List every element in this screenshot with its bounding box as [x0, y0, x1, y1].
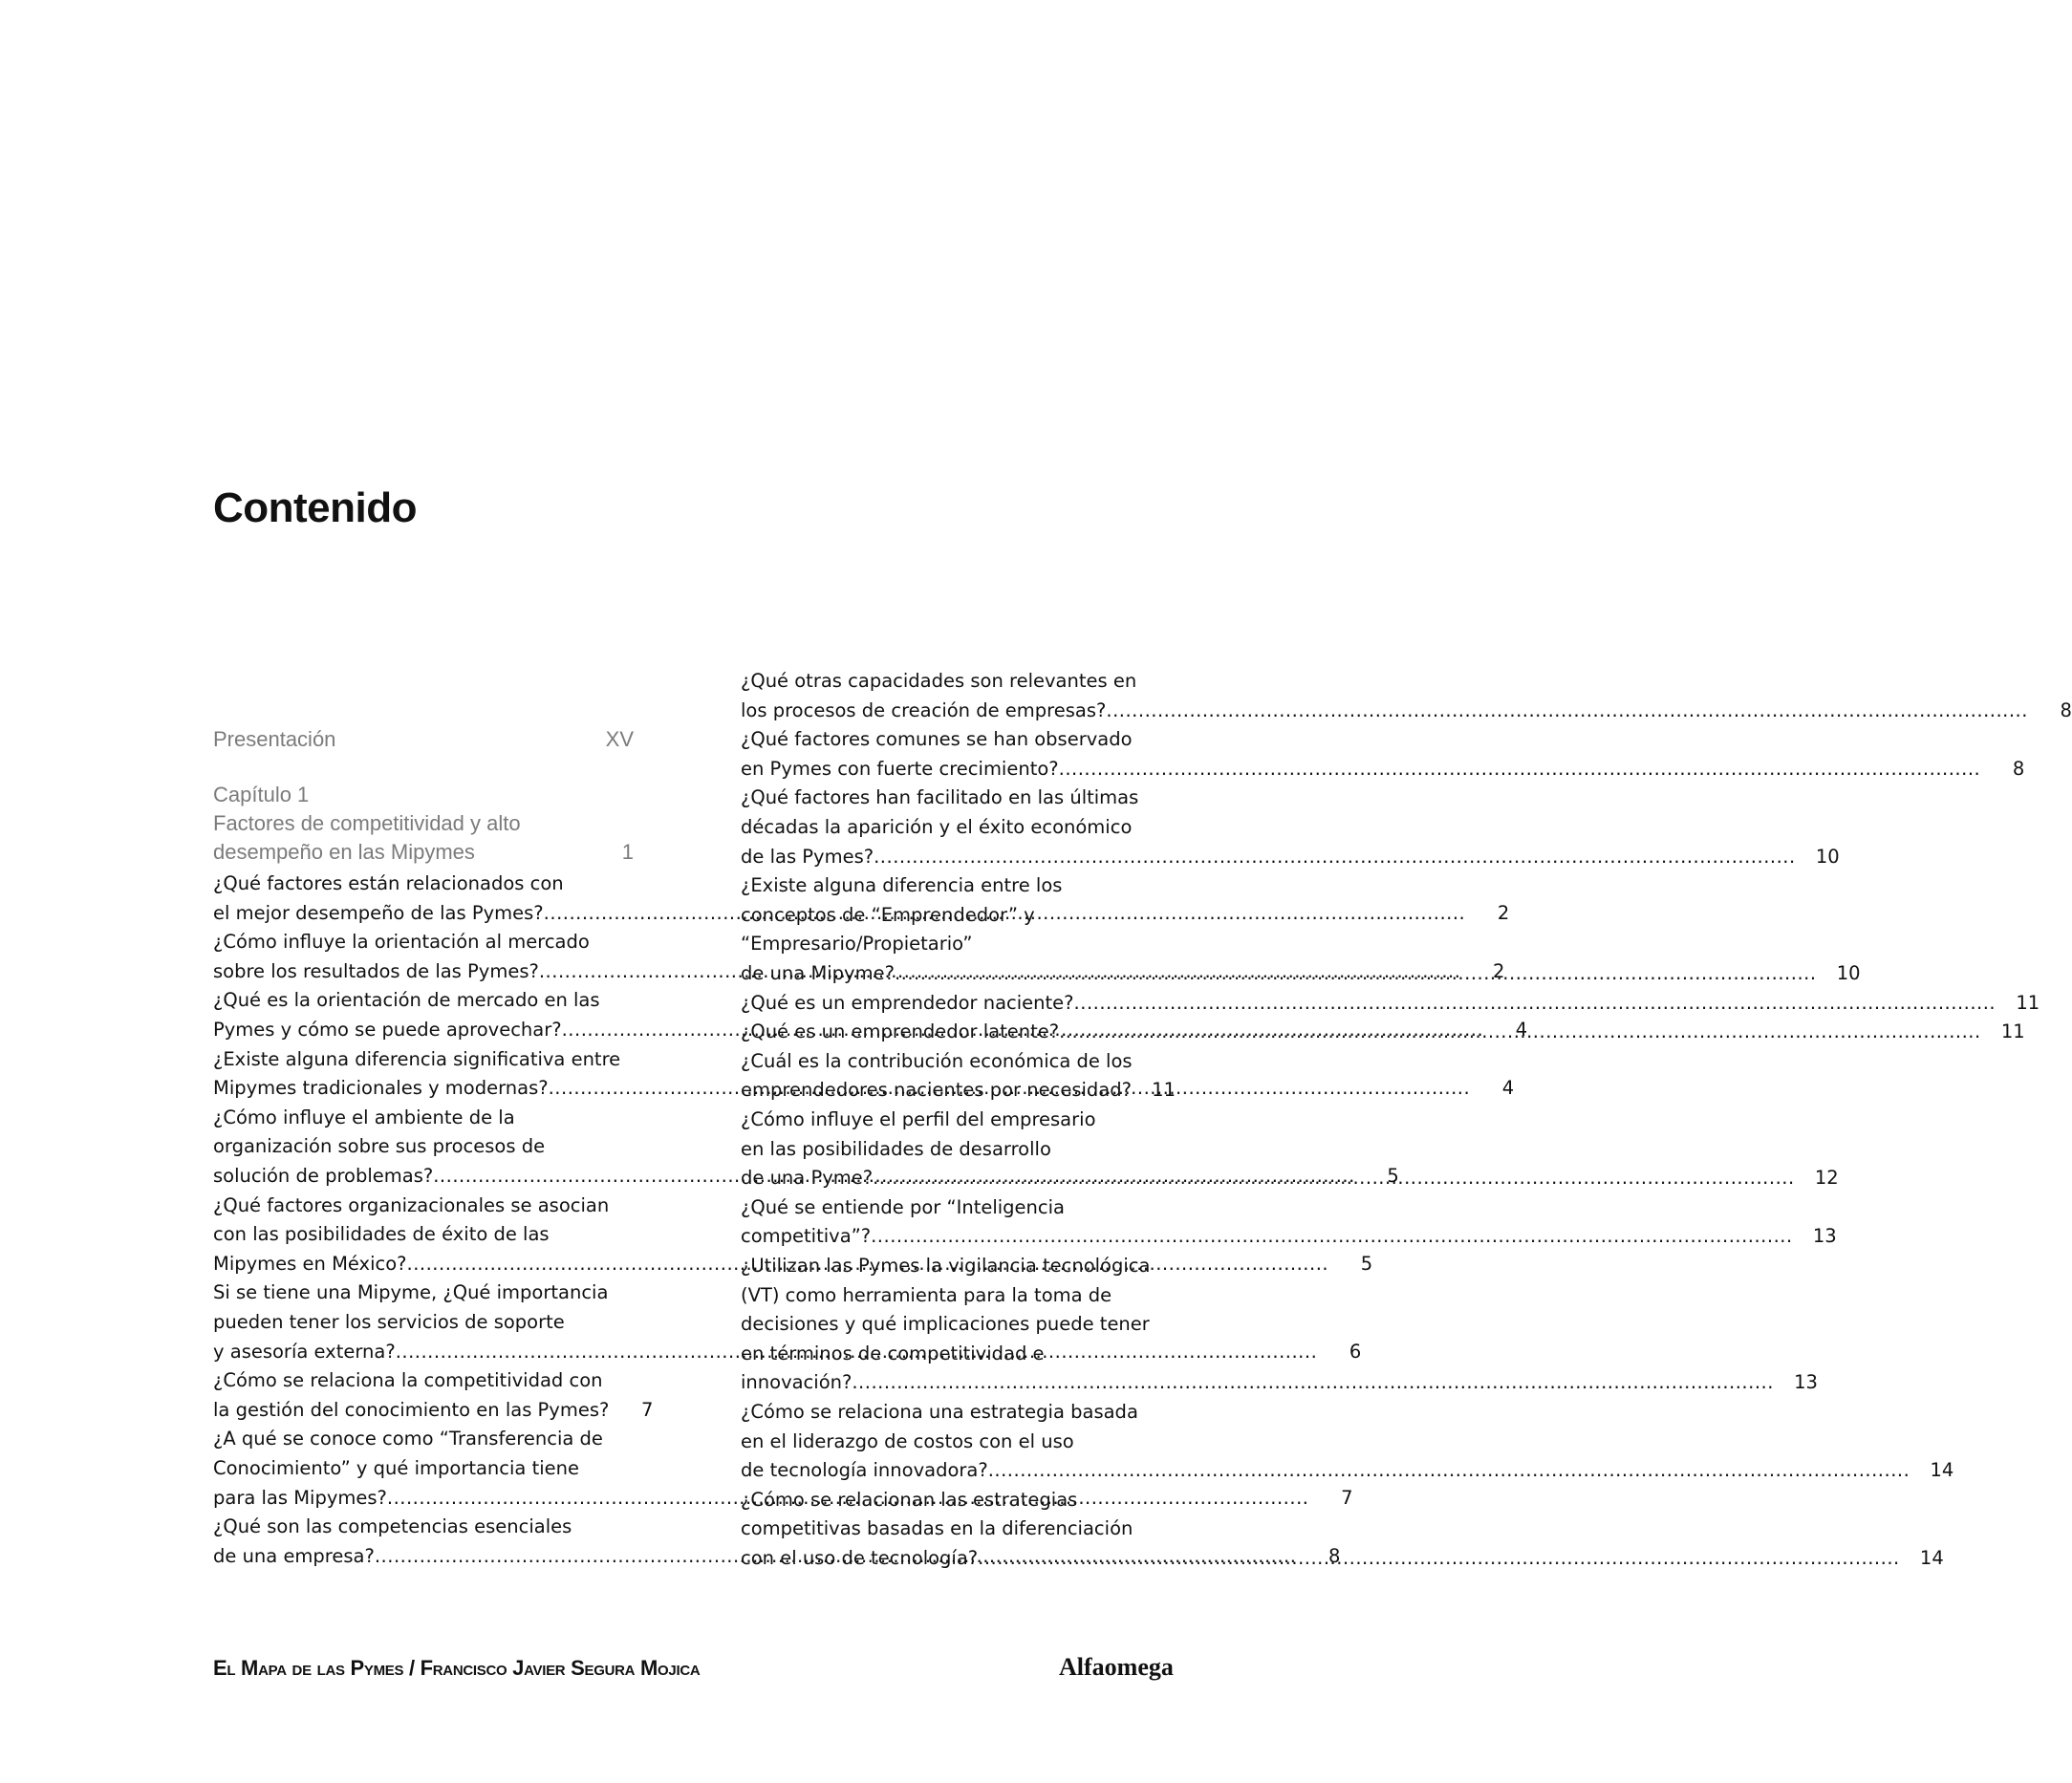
toc-entry-page: 12 — [1814, 1167, 1839, 1190]
toc-entry-page: 11 — [1152, 1079, 1176, 1102]
toc-entry-line[interactable] — [741, 988, 2040, 1018]
toc-entry-text: ¿Qué se entiende por “Inteligencia — [741, 1195, 1065, 1218]
toc-entry-page: 2 — [1493, 959, 1505, 982]
chapter-page-number: 1 — [621, 840, 634, 864]
toc-entry-text: decisiones y qué implicaciones puede tener — [741, 1313, 1150, 1336]
toc-entry-text: ¿Qué factores han facilitado en las últimas — [741, 786, 1139, 809]
toc-entry-line[interactable] — [741, 783, 1161, 812]
running-footer-title: El Mapa de las Pymes / Francisco Javier Segura Mojica — [213, 1656, 701, 1680]
toc-entry-line[interactable] — [741, 1251, 1161, 1280]
toc-entry-text: ¿Cómo se relaciona una estrategia basada — [741, 1401, 1138, 1423]
toc-entry-text: en Pymes con fuerte crecimiento? — [741, 757, 1059, 780]
toc-presentation-page: XV — [605, 727, 634, 751]
toc-entry-text: en términos de competitividad e — [741, 1342, 1045, 1364]
toc-entry-line[interactable] — [741, 1455, 1954, 1485]
toc-entry-text: ¿Cómo influye el ambiente de la — [213, 1106, 515, 1128]
toc-entry-line[interactable] — [213, 1191, 634, 1220]
toc-entry-page: 5 — [1360, 1252, 1373, 1275]
toc-entry-text: ¿Qué factores organizacionales se asocian — [213, 1193, 610, 1216]
toc-entry-line[interactable] — [741, 1309, 1161, 1339]
toc-entry-line[interactable] — [741, 1221, 1837, 1251]
toc-entry-line[interactable] — [741, 1075, 1176, 1105]
toc-entry-text: de las Pymes? — [741, 845, 874, 868]
toc-entry-text: (VT) como herramienta para la toma de — [741, 1283, 1112, 1306]
toc-entry-text: ¿Qué son las competencias esenciales — [213, 1515, 572, 1538]
toc-entry-text: organización sobre sus procesos de — [213, 1135, 546, 1158]
toc-entry-line[interactable] — [213, 1278, 634, 1307]
toc-entry-text: ¿Qué es un emprendedor naciente? — [741, 991, 1074, 1014]
toc-entry-text: de una empresa? — [213, 1544, 375, 1567]
toc-entry-text: ¿Existe alguna diferencia entre los — [741, 874, 1063, 897]
toc-entry-page: 4 — [1501, 1077, 1515, 1100]
toc-dot-leader — [1074, 988, 1996, 1018]
toc-entry-text: en las posibilidades de desarrollo — [741, 1137, 1051, 1160]
toc-entry-text: ¿A qué se conoce como “Transferencia de — [213, 1428, 603, 1450]
toc-entry-text: “Empresario/Propietario” — [741, 933, 973, 956]
toc-dot-leader — [1059, 1017, 1981, 1046]
toc-entry-page: 13 — [1794, 1371, 1818, 1394]
toc-entry-line[interactable] — [741, 1397, 1161, 1427]
toc-entry-line[interactable] — [741, 1339, 1161, 1368]
toc-entry-text: ¿Cómo se relacionan las estrategias — [741, 1488, 1078, 1511]
toc-entry-text: ¿Qué factores están relacionados con — [213, 872, 564, 894]
toc-entry-text: ¿Cómo se relaciona la competitividad con — [213, 1369, 603, 1392]
toc-entry-text: el mejor desempeño de las Pymes? — [213, 901, 544, 924]
toc-entry-text: de tecnología innovadora? — [741, 1459, 988, 1482]
toc-entry-text: y asesoría externa? — [213, 1340, 396, 1363]
toc-entry-line[interactable] — [213, 1131, 634, 1161]
toc-entry-page: 8 — [1328, 1544, 1341, 1567]
toc-entry-page: 2 — [1497, 901, 1510, 924]
toc-entry-page: 13 — [1812, 1225, 1837, 1248]
toc-entry-line[interactable] — [213, 1365, 634, 1395]
toc-entry-page: 8 — [2060, 698, 2072, 721]
toc-entry-line[interactable] — [741, 1543, 1944, 1573]
toc-entry-line[interactable] — [213, 869, 634, 898]
toc-entry-line[interactable] — [213, 1103, 634, 1132]
toc-entry-text: en el liderazgo de costos con el uso — [741, 1429, 1074, 1452]
toc-entry-text: Conocimiento” y qué importancia tiene — [213, 1457, 579, 1479]
toc-entry-text: la gestión del conocimiento en las Pymes? — [213, 1398, 610, 1421]
toc-dot-leader — [871, 1221, 1793, 1251]
toc-entry-text: ¿Qué factores comunes se han observado — [741, 728, 1133, 751]
toc-dot-leader — [978, 1543, 1900, 1573]
toc-presentation[interactable] — [213, 724, 634, 754]
toc-entry-text: ¿Cómo influye la orientación al mercado — [213, 931, 590, 954]
toc-entry-line[interactable] — [741, 1017, 2025, 1046]
toc-entry-line[interactable] — [741, 1134, 1161, 1164]
toc-entry-text: ¿Qué otras capacidades son relevantes en — [741, 670, 1137, 692]
toc-entry-page: 5 — [1387, 1165, 1399, 1187]
toc-dot-leader — [852, 1367, 1774, 1397]
toc-entry-text: con el uso de tecnología? — [741, 1547, 979, 1569]
toc-entry-line[interactable] — [741, 1163, 1839, 1192]
toc-entry-page: 14 — [1930, 1459, 1954, 1482]
toc-chapter-title-line[interactable] — [213, 808, 634, 838]
toc-entry-text: de una Mipyme? — [741, 962, 895, 984]
toc-entry-text: sobre los resultados de las Pymes? — [213, 959, 539, 982]
toc-entry-line[interactable] — [741, 842, 1840, 871]
toc-dot-leader — [1106, 696, 2028, 725]
toc-entry-line[interactable] — [213, 1395, 654, 1425]
toc-entry-line[interactable] — [741, 812, 1161, 842]
chapter-number-label: Capítulo 1 — [213, 783, 310, 806]
toc-entry-text: Si se tiene una Mipyme, ¿Qué importancia — [213, 1281, 609, 1304]
chapter-title-line-2: desempeño en las Mipymes — [213, 840, 475, 864]
toc-entry-page: 11 — [2000, 1020, 2025, 1043]
toc-chapter-title-line[interactable] — [213, 837, 634, 867]
toc-entry-line[interactable] — [741, 1280, 1161, 1310]
toc-entry-line[interactable] — [741, 696, 2072, 725]
toc-entry-line[interactable] — [213, 1512, 634, 1541]
toc-entry-line[interactable] — [741, 1192, 1161, 1222]
toc-entry-text: solución de problemas? — [213, 1165, 434, 1187]
toc-entry-text: Pymes y cómo se puede aprovechar? — [213, 1019, 562, 1041]
page-title: Contenido — [213, 484, 418, 531]
toc-entry-line[interactable] — [741, 724, 1161, 754]
toc-entry-text: ¿Cómo influye el perfil del empresario — [741, 1108, 1096, 1130]
toc-presentation-label: Presentación — [213, 727, 336, 751]
toc-dot-leader — [1059, 754, 1981, 784]
toc-entry-text: para las Mipymes? — [213, 1486, 387, 1509]
toc-entry-line[interactable] — [741, 1485, 1161, 1514]
publisher-logo: Alfaomega — [1059, 1653, 1174, 1681]
toc-chapter-label[interactable] — [213, 780, 634, 809]
toc-dot-leader — [874, 842, 1796, 871]
toc-entry-line[interactable] — [213, 1453, 634, 1483]
toc-entry-page: 10 — [1836, 962, 1861, 984]
toc-dot-leader — [895, 958, 1817, 988]
toc-entry-page: 4 — [1515, 1019, 1528, 1041]
toc-entry-line[interactable] — [741, 1105, 1161, 1134]
toc-entry-page: 6 — [1349, 1340, 1362, 1363]
toc-entry-text: Mipymes tradicionales y modernas? — [213, 1077, 549, 1100]
toc-entry-line[interactable] — [213, 927, 634, 956]
toc-entry-text: de una Pyme? — [741, 1167, 874, 1190]
toc-entry-text: pueden tener los servicios de soporte — [213, 1311, 565, 1333]
toc-dot-leader — [873, 1163, 1795, 1192]
chapter-title-line-1: Factores de competitividad y alto — [213, 811, 521, 835]
toc-entry-text: décadas la aparición y el éxito económico — [741, 816, 1133, 838]
toc-entry-page: 11 — [2016, 991, 2040, 1014]
toc-entry-page: 7 — [640, 1398, 654, 1421]
toc-entry-text: conceptos de “Emprendedor” y — [741, 903, 1035, 926]
toc-entry-line[interactable] — [213, 985, 634, 1015]
toc-entry-line[interactable] — [741, 929, 1161, 958]
toc-entry-text: competitiva”? — [741, 1225, 872, 1248]
toc-entry-line[interactable] — [741, 754, 2025, 784]
toc-entry-page: 7 — [1341, 1486, 1353, 1509]
toc-entry-line[interactable] — [741, 900, 1161, 930]
toc-entry-text: los procesos de creación de empresas? — [741, 698, 1107, 721]
toc-entry-line[interactable] — [741, 1046, 1161, 1076]
toc-entry-text: ¿Existe alguna diferencia significativa entre — [213, 1047, 621, 1070]
toc-entry-text: ¿Qué es un emprendedor latente? — [741, 1020, 1060, 1043]
toc-entry-text: innovación? — [741, 1371, 853, 1394]
toc-entry-text: ¿Qué es la orientación de mercado en las — [213, 989, 600, 1012]
toc-entry-line[interactable] — [741, 1427, 1161, 1456]
toc-entry-line[interactable] — [741, 1514, 1161, 1543]
toc-entry-text: con las posibilidades de éxito de las — [213, 1223, 550, 1246]
toc-dot-leader — [988, 1455, 1910, 1485]
toc-entry-line[interactable] — [213, 1424, 634, 1453]
toc-entry-text: emprendedores nacientes por necesidad? — [741, 1079, 1132, 1102]
toc-entry-text: Mipymes en México? — [213, 1252, 407, 1275]
toc-entry-line[interactable] — [213, 1044, 634, 1074]
toc-entry-line[interactable] — [741, 958, 1861, 988]
toc-entry-text: competitivas basadas en la diferenciación — [741, 1517, 1133, 1540]
toc-entry-line[interactable] — [213, 1307, 634, 1337]
toc-entry-line[interactable] — [741, 1367, 1818, 1397]
toc-entry-text: ¿Utilizan las Pymes la vigilancia tecnológica — [741, 1255, 1151, 1277]
toc-entry-page: 8 — [2012, 757, 2025, 780]
toc-entry-page: 14 — [1919, 1547, 1944, 1569]
toc-entry-text: ¿Cuál es la contribución económica de los — [741, 1049, 1133, 1072]
toc-entry-line[interactable] — [741, 666, 1161, 696]
toc-entry-line[interactable] — [741, 870, 1161, 900]
toc-entry-page: 10 — [1815, 845, 1840, 868]
toc-entry-line[interactable] — [213, 1219, 634, 1249]
